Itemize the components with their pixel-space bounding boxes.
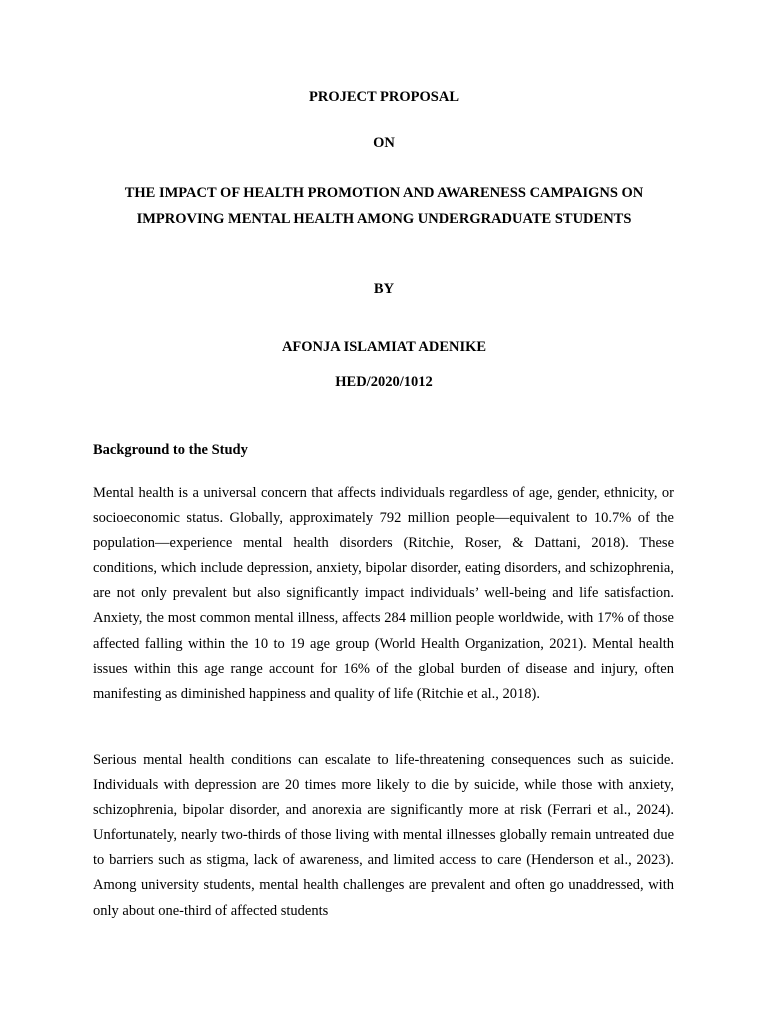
title-connector-by: BY: [373, 281, 395, 297]
body-paragraph: Serious mental health conditions can escalate to life-threatening consequences such as suicide. Individuals with depression are 20 times more likely to die by suicide, while those with anxiety, schizophrenia, bipolar disorder, and anorexia are significantly more at risk (Ferrari et al., 2024). Unfortunately, nearly two-thirds of those living with mental illnesses globally remain untreated due to barriers such as stigma, lack of awareness, and limited access to care (Henderson et al., 2023). Among university students, mental health challenges are prevalent and often go unaddressed, with only about one-third of affected students: [93, 752, 674, 919]
author-id: HED/2020/1012: [335, 374, 433, 390]
title-connector-on: ON: [373, 135, 395, 151]
section-heading: Background to the Study: [93, 442, 248, 458]
document-title: PROJECT PROPOSAL: [309, 89, 459, 105]
proposal-topic: THE IMPACT OF HEALTH PROMOTION AND AWARENESS CAMPAIGNS ON IMPROVING MENTAL HEALTH AMONG UNDERGRADUATE STUDENTS: [124, 185, 644, 227]
author-name: AFONJA ISLAMIAT ADENIKE: [281, 339, 487, 355]
body-paragraph: Mental health is a universal concern that affects individuals regardless of age, gender, ethnicity, or socioeconomic status. Globally, approximately 792 million people—equivalent to 10.7% of the population—experience mental health disorders (Ritchie, Roser, & Dattani, 2018). These conditions, which include depression, anxiety, bipolar disorder, eating disorders, and schizophrenia, are not only prevalent but also significantly impact individuals’ well-being and life satisfaction. Anxiety, the most common mental illness, affects 284 million people worldwide, with 17% of those affected falling within the 10 to 19 age group (World Health Organization, 2021). Mental health issues within this age range account for 16% of the global burden of disease and injury, often manifesting as diminished happiness and quality of life (Ritchie et al., 2018).: [93, 485, 674, 702]
